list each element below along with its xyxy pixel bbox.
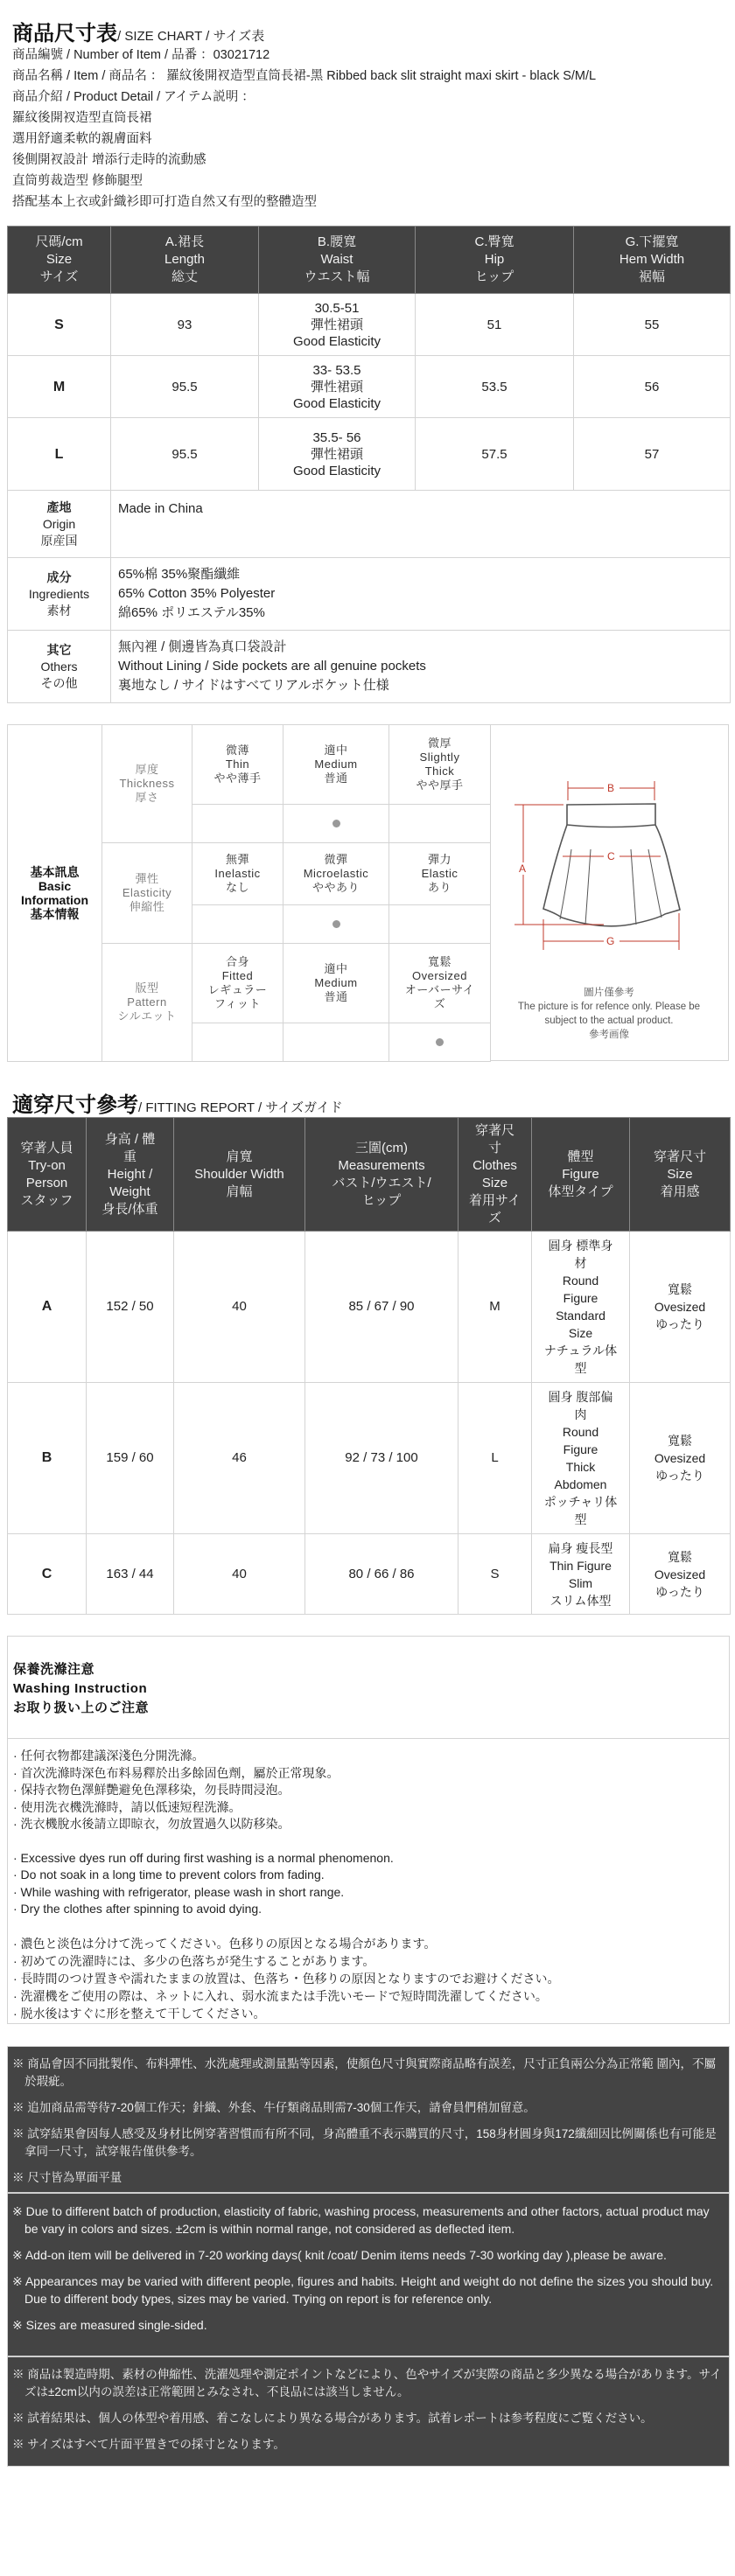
- category-line: Elasticity: [122, 886, 172, 899]
- selected-dot-icon: [436, 1038, 444, 1046]
- washing-item: · 首次洗滌時深色布料易釋於出多餘固色劑，屬於正常現象。: [13, 1765, 340, 1780]
- label-line: 素材: [46, 603, 72, 618]
- option-line: Thin: [225, 757, 250, 771]
- indicator-cell: [389, 805, 491, 843]
- shoulder-cell: 40: [174, 1232, 305, 1383]
- option-line: Fitted: [221, 969, 254, 982]
- figure-line: Round: [562, 1274, 599, 1288]
- basic-info-table: [7, 724, 491, 1062]
- header-line: ヒップ: [474, 269, 514, 284]
- figure-cell: [532, 1383, 630, 1534]
- info-label: [8, 631, 111, 703]
- option-line: 普通: [324, 990, 348, 1003]
- description-line: 商品介紹 / Product Detail / アイテム説明 ：: [12, 90, 255, 104]
- page-title: 商品尺寸表: [12, 22, 117, 45]
- figure-line: Size: [568, 1326, 593, 1340]
- figure-line: Abdomen: [554, 1477, 607, 1491]
- washing-title-en: Washing Instruction: [13, 1681, 148, 1696]
- fit-cell: [630, 1232, 731, 1383]
- value-line: 65% Cotton 35% Polyester: [118, 586, 276, 601]
- header-line: ウエスト幅: [304, 269, 370, 284]
- option-line: やや薄手: [214, 771, 262, 785]
- label-g: G: [606, 935, 615, 947]
- fit-line: 寬鬆: [668, 1282, 692, 1296]
- fitting-heading: [12, 1087, 343, 1118]
- washing-item: · 長時間のつけ置きや濡れたままの放置は、色落ち・色移りの原因となりますのでお避けください。: [13, 1971, 560, 1986]
- note-item: ※ 試穿結果會因每人感受及身材比例穿著習慣而有所不同，身高體重不表示購買的尺寸，158身材圓身與172纖細因比例關係也有可能是拿同一尺寸，試穿報告僅供參考。: [12, 2127, 717, 2158]
- column-header: [458, 1118, 532, 1232]
- skirt-diagram: [490, 724, 729, 1061]
- attribute-option: [389, 944, 491, 1023]
- column-header: [416, 227, 574, 294]
- selected-dot-icon: [332, 920, 340, 928]
- fit-line: ゆったり: [655, 1584, 704, 1599]
- column-header: [111, 227, 259, 294]
- table-row: [8, 1383, 731, 1534]
- label-line: Information: [21, 893, 88, 907]
- category-line: シルエット: [117, 1009, 177, 1023]
- washing-item: · 洗濯機をご使用の際は、ネットに入れ、弱水流または手洗いモードで短時間洗濯してください。: [13, 1988, 548, 2003]
- selected-dot-icon: [332, 820, 340, 827]
- note-item: ※ 商品は製造時期、素材の伸縮性、洗濯処理や測定ポイントなどにより、色やサイズが実際の商品と多少異なる場合があります。サイズは±2cm以内の誤差は正常範囲とみなされ、不良品には該当しません。: [12, 2368, 722, 2398]
- label-line: 產地: [46, 499, 72, 514]
- option-line: Thick: [424, 764, 455, 778]
- header-line: Size: [46, 252, 73, 267]
- attribute-option: [389, 843, 491, 905]
- fit-cell: [630, 1383, 731, 1534]
- waist-cell: [259, 418, 416, 491]
- indicator-cell: [284, 805, 389, 843]
- attribute-row: [8, 725, 491, 805]
- header-line: 重: [122, 1148, 136, 1164]
- height-weight-cell: 163 / 44: [87, 1534, 174, 1615]
- label-line: その他: [40, 675, 78, 690]
- option-line: あり: [427, 881, 452, 894]
- figure-line: 型: [574, 1361, 587, 1375]
- figure-line: スリム体型: [550, 1593, 612, 1608]
- table-row: [8, 418, 731, 491]
- option-line: Elastic: [421, 867, 458, 880]
- measurements-cell: 92 / 73 / 100: [305, 1383, 458, 1534]
- washing-title-ja: お取り扱い上のご注意: [13, 1700, 150, 1715]
- attribute-category: [102, 843, 192, 944]
- option-line: オーバーサイ: [404, 983, 475, 996]
- size-cell: M: [8, 356, 111, 418]
- column-header: [87, 1118, 174, 1232]
- header-line: 穿著人員: [20, 1140, 74, 1155]
- header-line: 肩寬: [226, 1148, 253, 1164]
- header-line: 着用サイ: [469, 1192, 521, 1208]
- header-line: 穿著尺寸: [653, 1148, 706, 1164]
- length-cell: 95.5: [111, 356, 259, 418]
- caption-line: 參考画像: [589, 1030, 629, 1040]
- attribute-option: [192, 843, 284, 905]
- info-row: [8, 631, 731, 703]
- washing-item: · Dry the clothes after spinning to avoid dying.: [13, 1902, 262, 1916]
- header-line: 三圍(cm): [355, 1140, 408, 1155]
- shoulder-cell: 40: [174, 1534, 305, 1615]
- option-line: フィット: [214, 997, 261, 1010]
- clothes-size-cell: S: [458, 1534, 532, 1615]
- waist-line: Good Elasticity: [292, 395, 382, 411]
- description-line: 搭配基本上衣或針織衫即可打造自然又有型的整體造型: [12, 195, 317, 209]
- notes-ja: [8, 2357, 729, 2466]
- header-line: スタッフ: [20, 1192, 74, 1208]
- note-item: ※ 商品會因不同批製作、布料彈性、水洗處理或測量點等因素，使顏色尺寸與實際商品略有誤差，尺寸正負兩公分為正常範 圍內，不屬於瑕疵。: [12, 2057, 716, 2088]
- figure-line: ポッチャリ体: [543, 1495, 618, 1509]
- attribute-option: [284, 843, 389, 905]
- header-line: B.腰寬: [317, 234, 357, 249]
- description-line: 後側開衩設計 增添行走時的流動感: [12, 153, 206, 167]
- indicator-cell: [192, 905, 284, 944]
- indicator-cell: [284, 1023, 389, 1062]
- info-label: [8, 558, 111, 631]
- figure-line: ナチュラル体: [543, 1344, 618, 1358]
- fit-line: 寬鬆: [668, 1549, 692, 1564]
- figure-line: 肉: [574, 1407, 587, 1421]
- header-line: 体型タイプ: [548, 1183, 613, 1199]
- page-title-sub: / SIZE CHART / サイズ表: [117, 29, 265, 44]
- label-line: 其它: [46, 642, 72, 657]
- header-line: G.下擺寬: [625, 234, 679, 249]
- label-line: 成分: [46, 569, 72, 584]
- basic-info-label: [8, 725, 102, 1062]
- option-line: やや厚手: [416, 778, 464, 792]
- info-row: [8, 491, 731, 558]
- diagram-caption: [490, 986, 728, 1042]
- hip-cell: 51: [416, 294, 574, 356]
- label-line: 基本情報: [30, 907, 80, 921]
- header-line: バスト/ウエスト/: [332, 1175, 431, 1190]
- header-line: ヒップ: [361, 1192, 402, 1208]
- fit-line: Ovesized: [654, 1567, 706, 1581]
- header-line: サイズ: [39, 269, 79, 284]
- table-row: [8, 1534, 731, 1615]
- note-item: ※ Sizes are measured single-sided.: [12, 2318, 207, 2332]
- fit-cell: [630, 1534, 731, 1615]
- header-line: Hip: [484, 252, 505, 267]
- column-header: [630, 1118, 731, 1232]
- fit-line: ゆったり: [655, 1469, 704, 1483]
- option-line: Medium: [314, 976, 358, 989]
- waist-line: 35.5- 56: [312, 429, 361, 445]
- note-item: ※ Due to different batch of production, elasticity of fabric, washing process, measurements and other factors, actual product may be vary in colors and sizes. ±2cm is within normal range, not considered as deflected item.: [12, 2204, 710, 2236]
- header-line: 着用感: [660, 1183, 700, 1199]
- washing-list-zh: [13, 1748, 729, 1833]
- figure-cell: [532, 1534, 630, 1615]
- figure-line: 材: [574, 1256, 587, 1270]
- fit-line: Ovesized: [654, 1300, 706, 1314]
- figure-line: 圓身 腹部偏: [548, 1390, 613, 1404]
- header-line: 総丈: [171, 269, 198, 284]
- waist-line: Good Elasticity: [292, 333, 382, 349]
- hem-cell: 55: [574, 294, 731, 356]
- person-cell: A: [8, 1232, 87, 1383]
- attribute-option: [284, 944, 389, 1023]
- washing-title: [8, 1637, 729, 1739]
- note-item: ※ サイズはすべて片面平置きでの採寸となります。: [12, 2438, 285, 2451]
- size-cell: L: [8, 418, 111, 491]
- note-item: ※ 追加商品需等待7-20個工作天；針織、外套、牛仔類商品則需7-30個工作天，請會員們稍加留意。: [12, 2101, 536, 2114]
- category-line: 版型: [135, 981, 159, 995]
- washing-item: · Excessive dyes run off during first washing is a normal phenomenon.: [13, 1850, 394, 1865]
- figure-line: 圓身 標準身: [548, 1239, 613, 1253]
- header-line: A.裙長: [164, 234, 205, 249]
- height-weight-cell: 152 / 50: [87, 1232, 174, 1383]
- option-line: Oversized: [411, 969, 468, 982]
- label-line: Others: [40, 659, 78, 674]
- label-line: Origin: [42, 516, 76, 531]
- figure-line: Standard: [556, 1309, 606, 1323]
- option-line: 彈力: [427, 853, 452, 866]
- washing-item: · 脱水後はすぐに形を整えて干してください。: [13, 2006, 266, 2021]
- option-line: Inelastic: [214, 867, 261, 880]
- table-row: [8, 1232, 731, 1383]
- header-line: Hem Width: [619, 252, 685, 267]
- option-line: レギュラー: [207, 983, 268, 996]
- column-header: [574, 227, 731, 294]
- info-value: [111, 491, 731, 558]
- header-line: 身高 / 體: [104, 1131, 156, 1147]
- figure-line: Slim: [568, 1575, 593, 1590]
- washing-instructions: [7, 1636, 730, 2024]
- figure-line: Thin Figure: [550, 1558, 612, 1573]
- value-line: Made in China: [118, 501, 203, 516]
- washing-item: · 洗衣機脫水後請立即晾衣，勿放置過久以防移染。: [13, 1817, 290, 1831]
- fit-line: ゆったり: [655, 1317, 704, 1331]
- waist-line: 彈性裙頭: [310, 379, 363, 394]
- option-line: 普通: [324, 771, 348, 785]
- washing-list-en: [13, 1850, 729, 1918]
- size-chart-table: [7, 226, 731, 703]
- header-line: Weight: [109, 1183, 150, 1199]
- header-line: 寸: [487, 1140, 501, 1155]
- option-line: 合身: [225, 955, 249, 968]
- category-line: Thickness: [119, 777, 175, 790]
- header-line: Measurements: [338, 1157, 425, 1173]
- waist-line: 彈性裙頭: [310, 317, 363, 332]
- header-line: 體型: [567, 1148, 594, 1164]
- washing-item: · 濃色と淡色は分けて洗ってください。色移りの原因となる場合があります。: [13, 1936, 437, 1951]
- caption-line: subject to the actual product.: [544, 1016, 674, 1026]
- description-line: 選用舒適柔軟的親膚面料: [12, 132, 152, 146]
- waist-cell: [259, 356, 416, 418]
- column-header: [532, 1118, 630, 1232]
- table-row: [8, 294, 731, 356]
- washing-title-zh: 保養洗滌注意: [13, 1662, 95, 1677]
- waist-line: 30.5-51: [314, 300, 360, 316]
- header-line: Try-on: [28, 1157, 66, 1173]
- note-item: ※ 試着結果は、個人の体型や着用感、着こなしにより異なる場合があります。試着レポートは参考程度にご覧ください。: [12, 2412, 653, 2425]
- waist-line: Good Elasticity: [292, 463, 382, 478]
- value-line: 無內裡 / 側邊皆為真口袋設計: [118, 639, 287, 654]
- value-line: 綿65% ポリエステル35%: [118, 605, 265, 620]
- table-row: [8, 356, 731, 418]
- fit-line: 寬鬆: [668, 1434, 692, 1448]
- category-line: 彈性: [135, 872, 159, 885]
- height-weight-cell: 159 / 60: [87, 1383, 174, 1534]
- column-header: [8, 1118, 87, 1232]
- label-line: 基本訊息: [30, 865, 80, 879]
- waist-line: 彈性裙頭: [310, 446, 363, 462]
- fitting-report-table: [7, 1117, 731, 1615]
- clothes-size-cell: M: [458, 1232, 532, 1383]
- shoulder-cell: 46: [174, 1383, 305, 1534]
- column-header: [8, 227, 111, 294]
- option-line: 適中: [324, 743, 348, 757]
- fit-line: Ovesized: [654, 1451, 706, 1465]
- header-line: Length: [164, 252, 205, 267]
- description-line: 商品名稱 / Item / 商品名 ： 羅紋後開衩造型直筒長裙-黑 Ribbed back slit straight maxi skirt - black S/M/L: [12, 69, 597, 83]
- attribute-option: [284, 725, 389, 805]
- waist-cell: [259, 294, 416, 356]
- attribute-option: [192, 725, 284, 805]
- washing-item: · 任何衣物都建議深淺色分開洗滌。: [13, 1749, 205, 1763]
- header-line: ズ: [487, 1210, 501, 1225]
- header-line: Figure: [562, 1166, 599, 1182]
- indicator-cell: [192, 805, 284, 843]
- header-line: 身長/体重: [102, 1201, 158, 1217]
- header-line: Clothes: [472, 1157, 517, 1173]
- waist-line: 33- 53.5: [312, 362, 361, 378]
- option-line: 寬鬆: [427, 955, 452, 968]
- info-row: [8, 558, 731, 631]
- option-line: Slightly: [419, 750, 460, 764]
- column-header: [305, 1118, 458, 1232]
- label-line: Ingredients: [28, 586, 90, 601]
- indicator-cell: [389, 1023, 491, 1062]
- header-line: 穿著尺: [474, 1122, 514, 1138]
- category-line: Pattern: [127, 995, 167, 1009]
- label-line: 原産国: [40, 533, 78, 548]
- note-item: ※ 尺寸皆為單面平量: [12, 2171, 122, 2184]
- column-header: [174, 1118, 305, 1232]
- figure-line: Round: [562, 1425, 599, 1439]
- option-line: 微薄: [225, 743, 249, 757]
- figure-cell: [532, 1232, 630, 1383]
- header-line: Shoulder Width: [194, 1166, 284, 1182]
- washing-list-ja: [13, 1935, 729, 2022]
- label-b: B: [607, 782, 615, 794]
- washing-item: · 使用洗衣機洗滌時，請以低速短程洗滌。: [13, 1799, 242, 1814]
- option-line: ズ: [433, 997, 446, 1010]
- notes-en: [8, 2194, 729, 2357]
- header-line: 裾幅: [638, 269, 665, 284]
- hip-cell: 57.5: [416, 418, 574, 491]
- attribute-category: [102, 944, 192, 1062]
- option-line: なし: [225, 881, 249, 894]
- label-line: Basic: [38, 879, 72, 893]
- column-header: [259, 227, 416, 294]
- option-line: 微彈: [324, 853, 348, 866]
- header-line: 尺碼/cm: [35, 234, 83, 249]
- category-line: 伸縮性: [129, 900, 165, 913]
- option-line: 適中: [324, 962, 348, 975]
- attribute-option: [192, 944, 284, 1023]
- option-line: 微厚: [427, 736, 452, 750]
- description-line: 商品編號 / Number of Item / 品番 ：03021712: [12, 48, 270, 62]
- washing-item: · 初めての洗濯時には、多少の色落ちが発生することがあります。: [13, 1953, 375, 1968]
- figure-line: Thick: [565, 1460, 596, 1474]
- note-item: ※ Add-on item will be delivered in 7-20 working days( knit /coat/ Denim items needs 7-30 working day ),please be aware.: [12, 2248, 667, 2262]
- notes-panel: [7, 2046, 730, 2467]
- description-line: 羅紋後開衩造型直筒長裙: [12, 111, 152, 125]
- header-line: Size: [667, 1166, 693, 1182]
- label-a: A: [519, 862, 527, 875]
- person-cell: C: [8, 1534, 87, 1615]
- size-chart-heading: [12, 16, 264, 46]
- measurements-cell: 85 / 67 / 90: [305, 1232, 458, 1383]
- figure-line: 型: [574, 1512, 587, 1526]
- hem-cell: 56: [574, 356, 731, 418]
- header-line: C.臀寬: [474, 234, 514, 249]
- value-line: Without Lining / Side pockets are all genuine pockets: [118, 659, 426, 674]
- indicator-cell: [284, 905, 389, 944]
- header-line: 肩幅: [226, 1183, 253, 1199]
- category-line: 厚度: [135, 763, 159, 776]
- note-item: ※ Appearances may be varied with different people, figures and habits. Height and weight do not define the sizes you should buy. Due to different body types, sizes may be varied. Trying on report is for reference only.: [12, 2274, 714, 2306]
- header-line: Waist: [320, 252, 354, 267]
- indicator-cell: [192, 1023, 284, 1062]
- label-c: C: [607, 850, 615, 862]
- washing-item: · Do not soak in a long time to prevent colors from fading.: [13, 1867, 325, 1881]
- info-value: [111, 558, 731, 631]
- length-cell: 93: [111, 294, 259, 356]
- length-cell: 95.5: [111, 418, 259, 491]
- option-line: 無彈: [225, 853, 249, 866]
- header-line: Size: [481, 1175, 508, 1190]
- description-line: 直筒剪裁造型 修飾腿型: [12, 174, 144, 188]
- clothes-size-cell: L: [458, 1383, 532, 1534]
- washing-item: · While washing with refrigerator, please wash in short range.: [13, 1884, 345, 1899]
- figure-line: Figure: [563, 1442, 598, 1456]
- caption-line: 圖片僅參考: [584, 988, 634, 998]
- attribute-option: [389, 725, 491, 805]
- header-line: Person: [25, 1175, 68, 1190]
- hip-cell: 53.5: [416, 356, 574, 418]
- category-line: 厚さ: [135, 791, 159, 804]
- person-cell: B: [8, 1383, 87, 1534]
- info-value: [111, 631, 731, 703]
- value-line: 裏地なし / サイドはすべてリアルポケット仕様: [118, 678, 389, 693]
- attribute-category: [102, 725, 192, 843]
- measurements-cell: 80 / 66 / 86: [305, 1534, 458, 1615]
- hem-cell: 57: [574, 418, 731, 491]
- option-line: ややあり: [312, 881, 360, 894]
- figure-line: 扁身 瘦長型: [548, 1540, 613, 1555]
- size-cell: S: [8, 294, 111, 356]
- caption-line: The picture is for refence only. Please be: [517, 1002, 701, 1012]
- option-line: Medium: [314, 757, 358, 771]
- value-line: 65%棉 35%聚酯纖維: [118, 567, 241, 582]
- info-label: [8, 491, 111, 558]
- fitting-title-sub: / FITTING REPORT / サイズガイド: [138, 1100, 343, 1115]
- indicator-cell: [389, 905, 491, 944]
- option-line: Microelastic: [303, 867, 369, 880]
- washing-item: · 保持衣物色澤鮮艷避免色澤移染，勿長時間浸泡。: [13, 1783, 290, 1797]
- notes-zh: [8, 2047, 729, 2194]
- fitting-title: 適穿尺寸參考: [12, 1093, 138, 1117]
- header-line: Height /: [107, 1166, 153, 1182]
- figure-line: Figure: [563, 1291, 598, 1305]
